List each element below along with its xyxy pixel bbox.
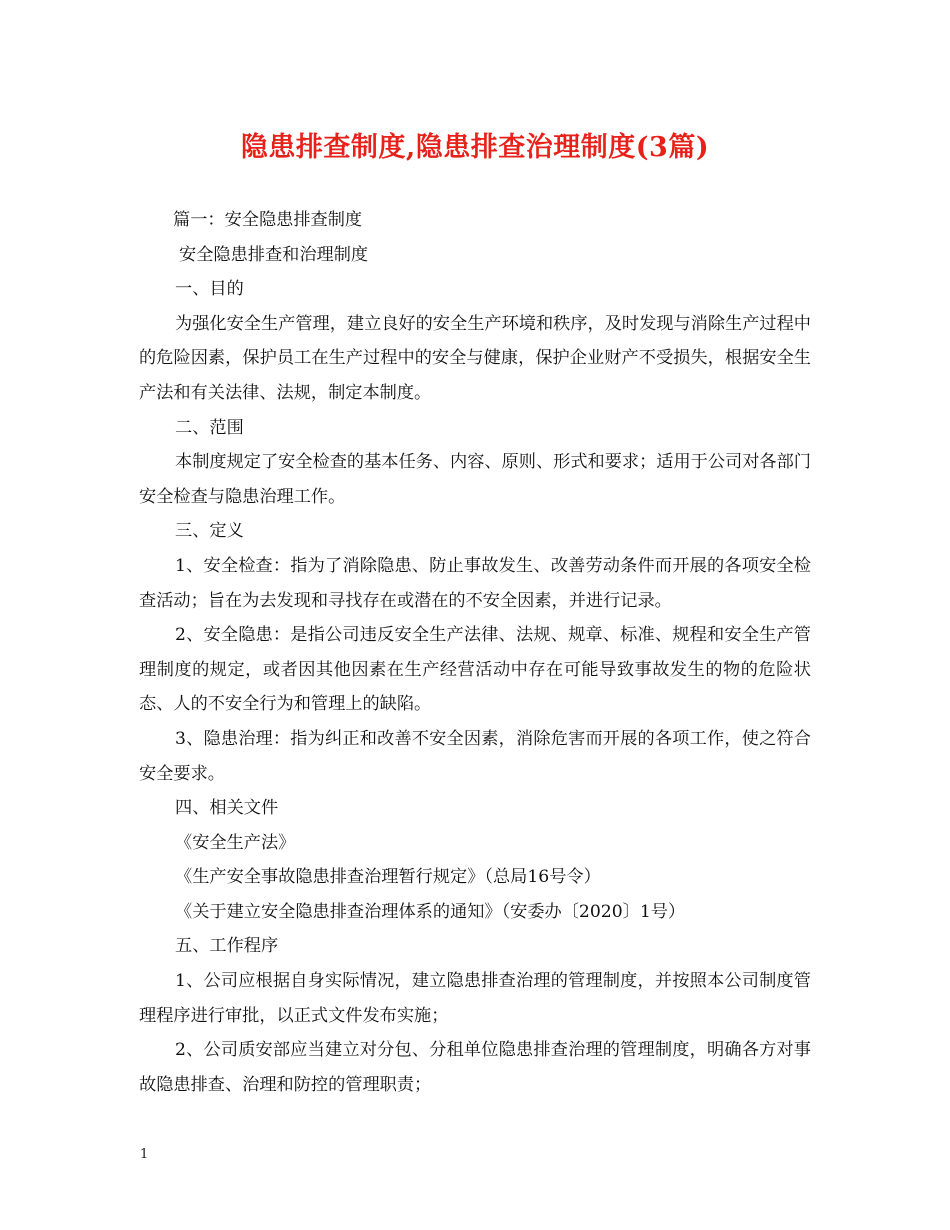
reference-item: 《安全生产法》 <box>175 832 296 853</box>
section-heading: 四、相关文件 <box>175 798 279 819</box>
body-paragraph: 2、公司质安部应当建立对分包、分租单位隐患排查治理的管理制度，明确各方对事故隐患排查、治理和防控的管理职责； <box>139 1040 811 1095</box>
section-heading: 五、工作程序 <box>175 936 279 957</box>
body-paragraph: 本制度规定了安全检查的基本任务、内容、原则、形式和要求；适用于公司对各部门安全检查与隐患治理工作。 <box>139 452 811 507</box>
reference-item: 《生产安全事故隐患排查治理暂行规定》（总局16号令） <box>175 867 601 888</box>
page-number: 1 <box>140 1147 149 1162</box>
body-paragraph: 2、安全隐患：是指公司违反安全生产法律、法规、规章、标准、规程和安全生产管理制度的规定，或者因其他因素在生产经营活动中存在可能导致事故发生的物的危险状态、人的不安全行为和管理上的缺陷。 <box>139 625 811 715</box>
document-title: 隐患排查制度,隐患排查治理制度(3篇) <box>240 132 710 163</box>
section-heading: 三、定义 <box>175 521 244 542</box>
body-paragraph: 1、公司应根据自身实际情况，建立隐患排查治理的管理制度，并按照本公司制度管理程序进行审批，以正式文件发布实施； <box>139 971 811 1026</box>
section-heading: 二、范围 <box>175 417 244 438</box>
reference-item: 《关于建立安全隐患排查治理体系的通知》（安委办〔2020〕1号） <box>175 901 686 922</box>
body-paragraph: 为强化安全生产管理，建立良好的安全生产环境和秩序，及时发现与消除生产过程中的危险因素，保护员工在生产过程中的安全与健康，保护企业财产不受损失，根据安全生产法和有关法律、法规，制定本制度。 <box>139 313 811 403</box>
body-paragraph: 3、隐患治理：指为纠正和改善不安全因素，消除危害而开展的各项工作，使之符合安全要求。 <box>139 728 811 784</box>
subtitle: 安全隐患排查和治理制度 <box>179 244 369 265</box>
section-heading: 一、目的 <box>175 279 244 300</box>
body-paragraph: 1、安全检查：指为了消除隐患、防止事故发生、改善劳动条件而开展的各项安全检查活动；旨在为去发现和寻找存在或潜在的不安全因素，并进行记录。 <box>139 555 811 611</box>
document-body <box>139 203 811 1102</box>
section-heading: 篇一：安全隐患排查制度 <box>173 210 363 230</box>
